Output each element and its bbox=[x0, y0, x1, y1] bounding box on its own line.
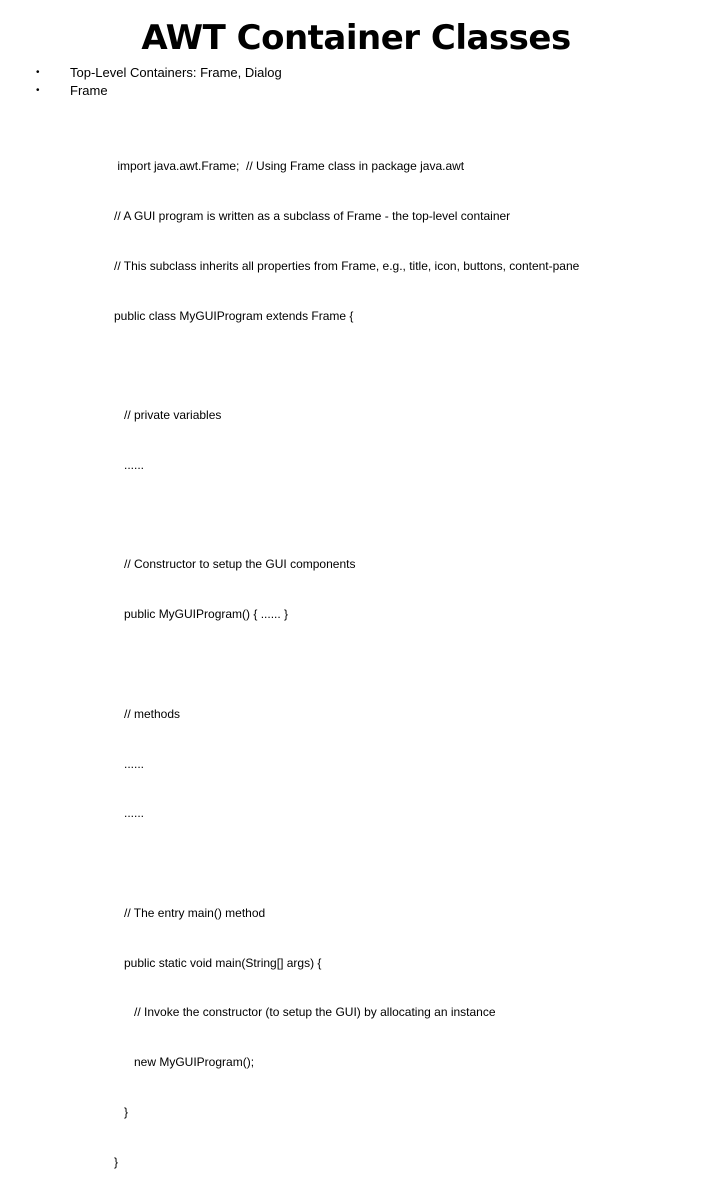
slide-title: AWT Container Classes bbox=[141, 18, 571, 58]
code-line: public static void main(String[] args) { bbox=[114, 955, 322, 970]
code-line: // private variables bbox=[114, 408, 222, 423]
code-line: // Invoke the constructor (to setup the GUI) by allocating an instance bbox=[114, 1005, 496, 1020]
code-line: new MyGUIProgram(); bbox=[114, 1055, 255, 1070]
code-line bbox=[114, 656, 579, 673]
code-line: } bbox=[114, 1154, 119, 1169]
code-line: } bbox=[114, 1105, 129, 1120]
code-line: public MyGUIProgram() { ...... } bbox=[114, 607, 289, 622]
code-line: public class MyGUIProgram extends Frame { bbox=[114, 308, 354, 323]
bullet-list bbox=[36, 64, 282, 100]
bullet-item-top-level-containers bbox=[36, 64, 282, 82]
code-line: // methods bbox=[114, 706, 181, 721]
code-line bbox=[114, 507, 579, 524]
code-line: // The entry main() method bbox=[114, 905, 266, 920]
code-line: import java.awt.Frame; // Using Frame class in package java.awt bbox=[114, 159, 465, 174]
code-line bbox=[114, 357, 579, 374]
code-line: // A GUI program is written as a subclass of Frame - the top-level container bbox=[114, 208, 511, 223]
code-line: ...... bbox=[114, 756, 145, 771]
code-line: ...... bbox=[114, 457, 145, 472]
bullet-text: Top-Level Containers: Frame, Dialog bbox=[70, 65, 282, 80]
code-line: // This subclass inherits all properties from Frame, e.g., title, icon, buttons, content-pane bbox=[114, 258, 580, 273]
bullet-text: Frame bbox=[70, 83, 108, 98]
code-line bbox=[114, 855, 579, 872]
bullet-icon: • bbox=[36, 85, 40, 96]
bullet-item-frame bbox=[36, 82, 282, 100]
code-line: ...... bbox=[114, 806, 145, 821]
code-listing bbox=[114, 125, 579, 1204]
code-line: // Constructor to setup the GUI components bbox=[114, 557, 356, 572]
bullet-icon: • bbox=[36, 67, 40, 78]
